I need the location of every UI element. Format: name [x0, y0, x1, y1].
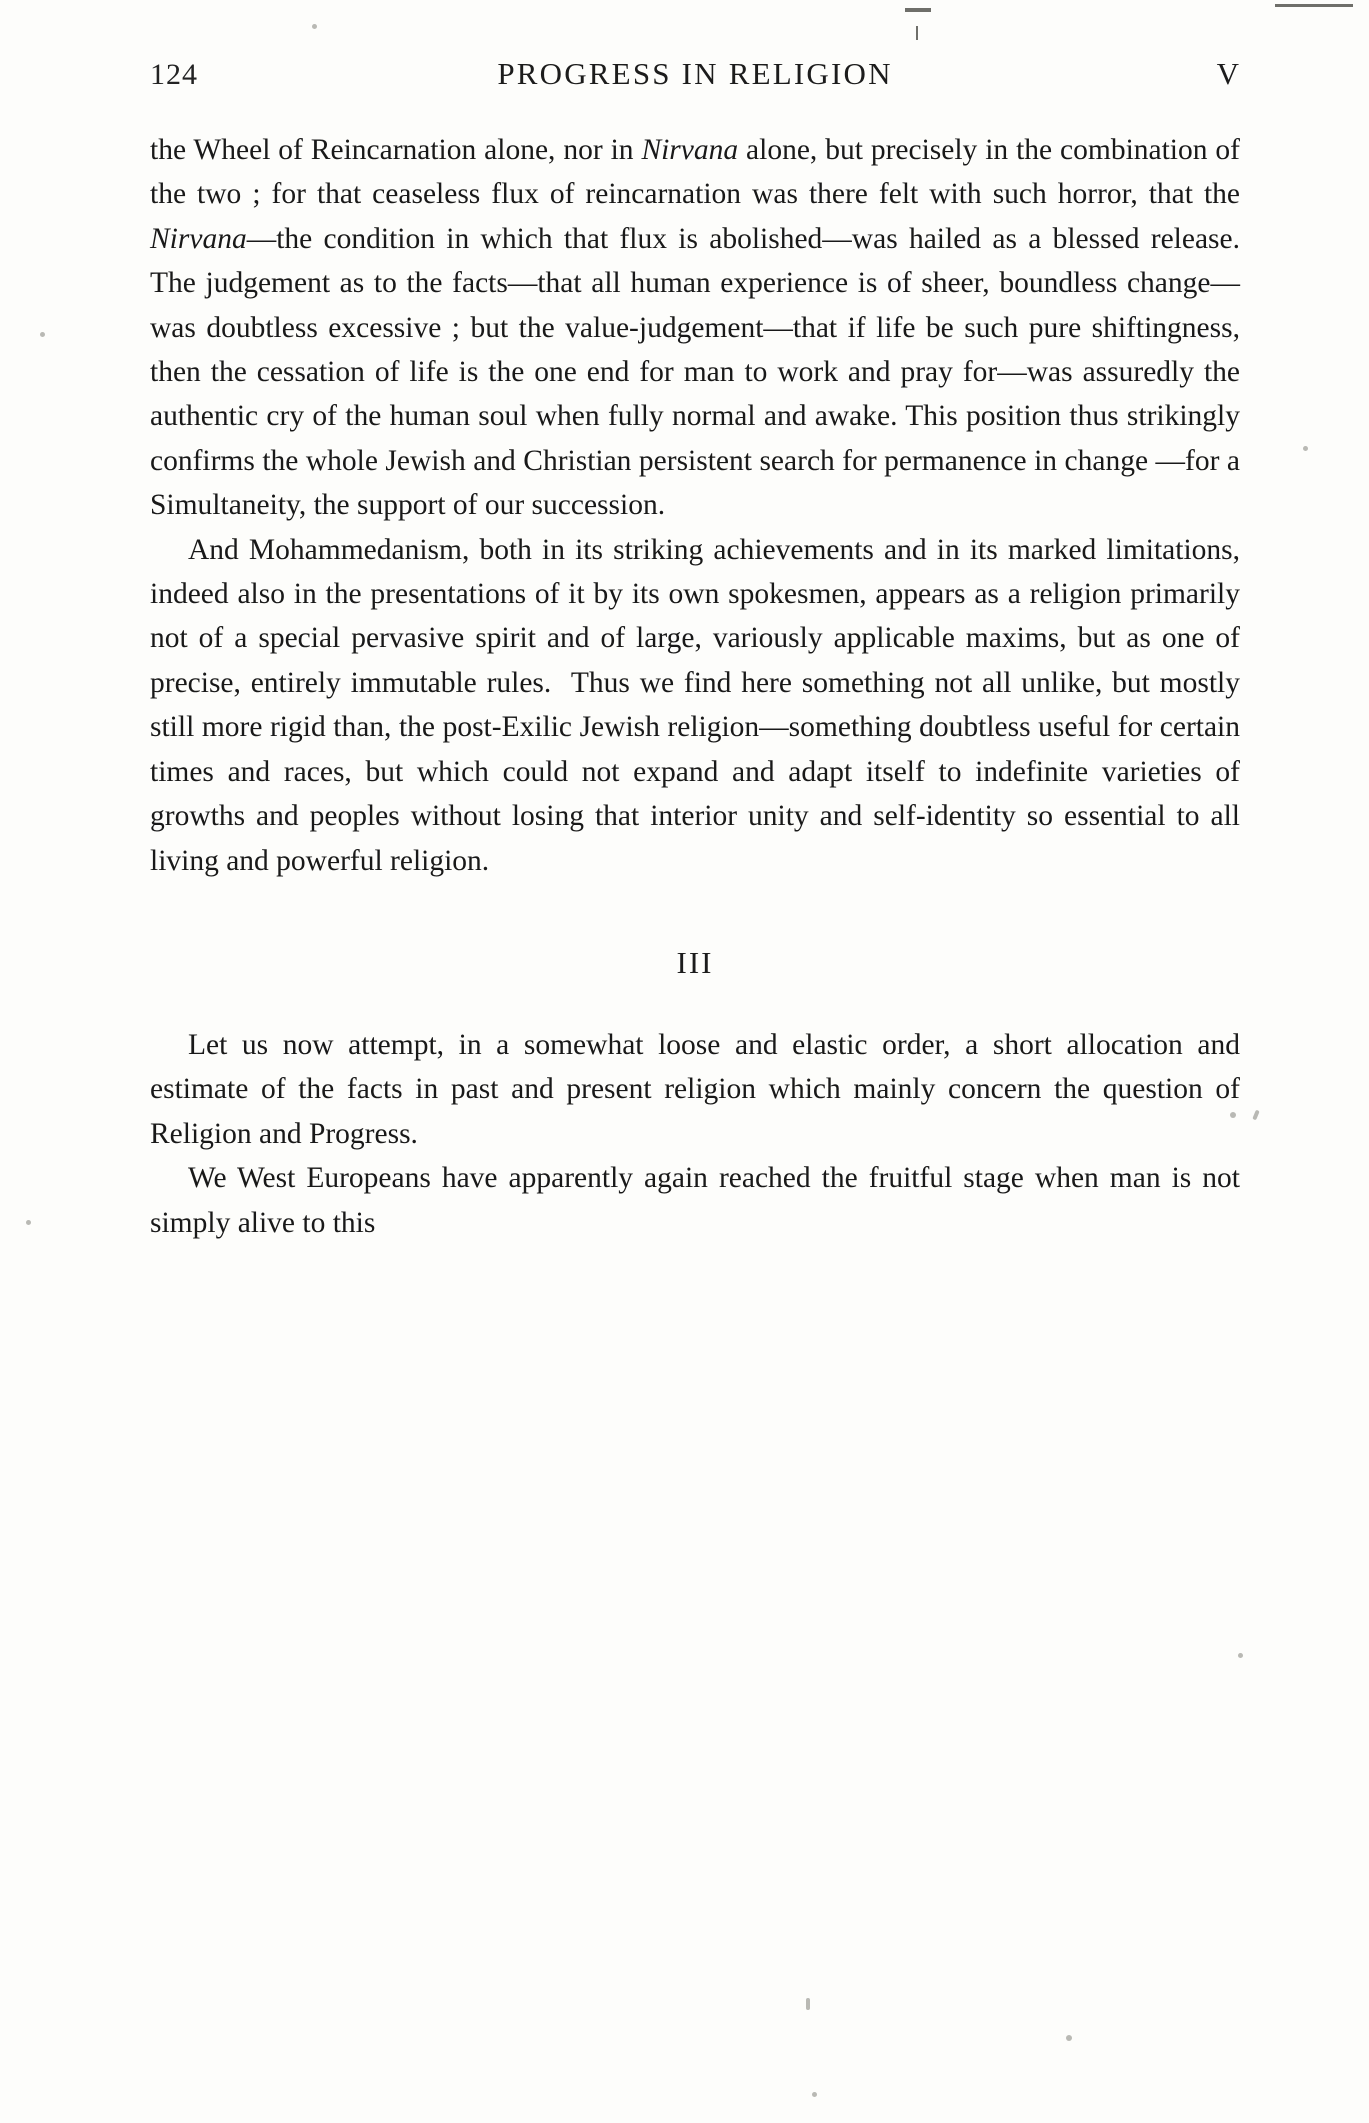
- page-content: [150, 56, 1240, 1245]
- scan-speckle: [1252, 1110, 1259, 1121]
- scan-speckle: [1303, 446, 1308, 451]
- running-title: PROGRESS IN RELIGION: [497, 56, 893, 91]
- scan-edge-mark-top-right: [1275, 4, 1353, 7]
- page-number: 124: [150, 58, 198, 91]
- chapter-numeral: V: [1216, 56, 1240, 91]
- scan-edge-mark-top-left: [905, 8, 931, 12]
- scan-speckle: [812, 2092, 817, 2097]
- scan-speckle: [806, 1998, 810, 2010]
- scan-speckle: [1238, 1653, 1243, 1658]
- paragraph-2: And Mohammedanism, both in its striking achievements and in its marked limitations, indeed also in the presentations of it by its own spokesmen, appears as a religion primarily not of a special pervasive spirit and of large, variously applicable maxims, but as one of precise, entirely immutable rules. Thus we find here something not all unlike, but mostly still more rigid than, the post-Exilic Jewish religion—something doubtless useful for certain times and races, but which could not expand and adapt itself to indefinite varieties of growths and peoples without losing that interior unity and self-identity so essential to all living and powerful religion.: [150, 533, 1240, 877]
- scan-speckle: [312, 24, 317, 29]
- paragraph-4: We West Europeans have apparently again reached the fruitful stage when man is not simply alive to this: [150, 1162, 1240, 1239]
- running-head: [150, 56, 1240, 92]
- paragraph-3: Let us now attempt, in a somewhat loose and elastic order, a short allocation and estimate of the facts in past and present religion which mainly concern the question of Religion and Progress.: [150, 1028, 1240, 1150]
- scan-edge-mark-tick: [916, 26, 918, 40]
- section-numeral: III: [676, 944, 714, 980]
- paragraph-1: the Wheel of Reincarnation alone, nor in Nirvana alone, but precisely in the combination of the two ; for that ceaseless flux of reincarnation was there felt with such horror, that the Nirvana—the condition in which that flux is abolished—was hailed as a blessed release. The judgement as to the facts—that all human experience is of sheer, boundless change—was doubtless excessive ; but the value-judgement—that if life be such pure shiftingness, then the cessation of life is the one end for man to work and pray for—was assuredly the authentic cry of the human soul when fully normal and awake. This position thus strikingly confirms the whole Jewish and Christian persistent search for permanence in change —for a Simultaneity, the support of our succession.: [150, 134, 1240, 522]
- body-text: [150, 128, 1240, 1245]
- scan-speckle: [40, 332, 45, 337]
- scan-speckle: [1066, 2035, 1072, 2041]
- scan-speckle: [26, 1220, 31, 1225]
